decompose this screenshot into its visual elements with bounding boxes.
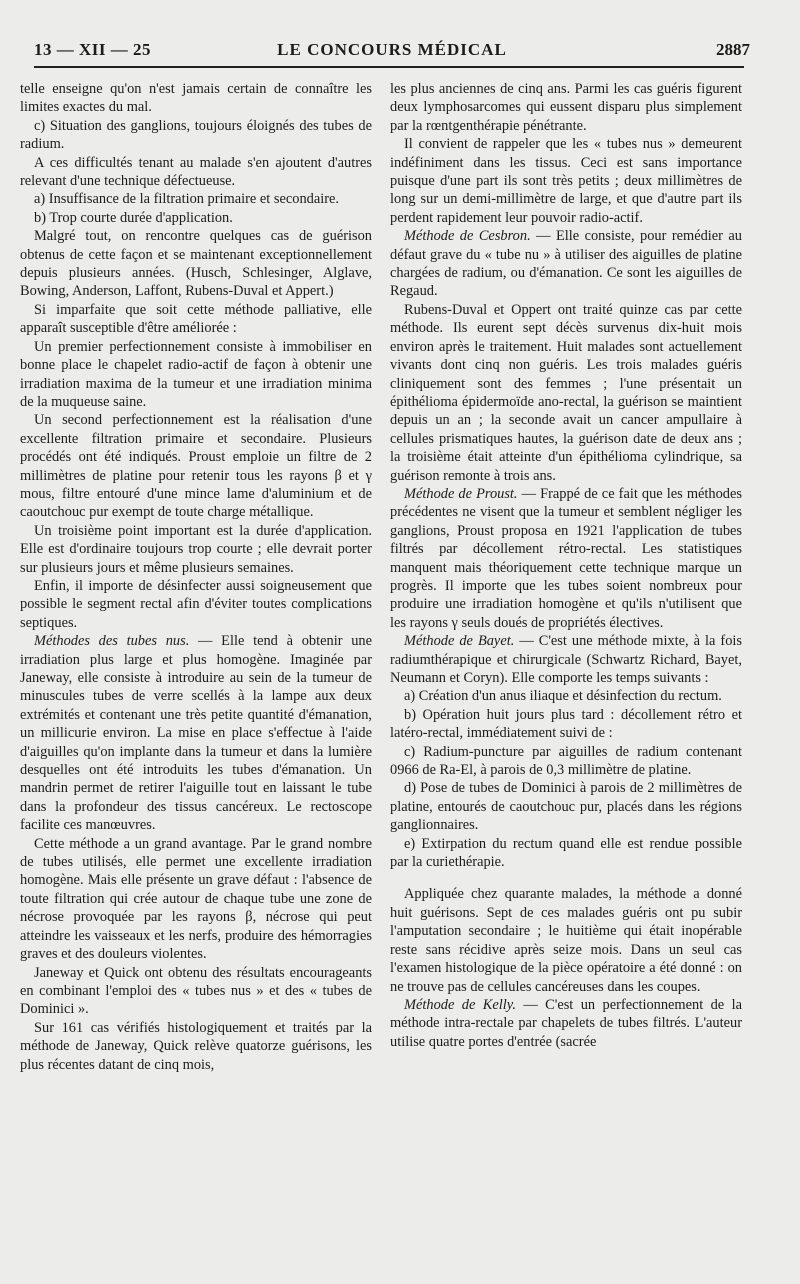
- paragraph: [390, 706, 742, 743]
- paragraph-text: — C'est une méthode mixte, à la fois radiumthérapique et chirurgicale (Schwartz Richard, Bayet, Neumann et Coryn). Elle comporte les temps suivants :: [390, 633, 742, 686]
- paragraph: [390, 80, 742, 135]
- paragraph-text: b) Opération huit jours plus tard : décollement rétro et latéro-rectal, immédiatement suivi de :: [390, 706, 742, 742]
- paragraph-text: c) Radium-puncture par aiguilles de radium contenant 0966 de Ra-El, à parois de 0,3 millimètre de platine.: [390, 743, 742, 779]
- paragraph: [20, 117, 372, 154]
- paragraph-text: a) Création d'un anus iliaque et désinfection du rectum.: [404, 688, 722, 705]
- paragraph: [20, 154, 372, 191]
- paragraph-text: Un premier perfectionnement consiste à immobiliser en bonne place le chapelet radio-actif de façon à obtenir une irradiation maxima de la tumeur et une irradiation minima de la muqueuse saine.: [20, 338, 372, 410]
- paragraph: [20, 80, 372, 117]
- paragraph-text: Il convient de rappeler que les « tubes nus » demeurent indéfiniment dans les tissus. Ceci est sans importance puisque d'une part ils sont très petits ; deux millimètres de long sur un demi-millimètre de large, et que d'autre part ils perdent rapidement leur pouvoir radio-actif.: [390, 136, 742, 226]
- paragraph-text: c) Situation des ganglions, toujours éloignés des tubes de radium.: [20, 117, 372, 153]
- paragraph-text: Janeway et Quick ont obtenu des résultats encourageants en combinant l'emploi des « tubes nus » et des « tubes de Dominici ».: [20, 964, 372, 1018]
- paragraph-text: — Elle tend à obtenir une irradiation plus large et plus homogène. Imaginée par Janeway, elle consiste à introduire au sein de la tumeur de minuscules tubes de verre scellés à la lampe aux deux extrémités et contenant une très petite quantité d'émanation, un millicurie environ. La mise en place s'effectue à l'aide d'aiguilles qu'on implante dans la tumeur et dans la lumière desquelles ont été introduits les tubes d'émanation. Un mandrin permet de retirer l'aiguille tout en laissant le tube dans la profondeur des tissus cancéreux. Le rectoscope facilite ces manœuvres.: [20, 633, 372, 834]
- paragraph-text: — C'est un perfectionnement de la méthode intra-rectale par chapelets de tubes filtrés. L'auteur utilise quatre portes d'entrée (sacrée: [390, 996, 742, 1050]
- header-rule: [34, 66, 744, 68]
- paragraph-text: telle enseigne qu'on n'est jamais certain de connaître les limites exactes du mal.: [20, 81, 372, 116]
- journal-title: LE CONCOURS MÉDICAL: [277, 40, 507, 59]
- paragraph-text: d) Pose de tubes de Dominici à parois de 2 millimètres de platine, entourés de caoutchouc pur, placés dans les régions ganglionnaires.: [390, 780, 742, 834]
- paragraph: [390, 743, 742, 780]
- paragraph: [20, 1019, 372, 1074]
- paragraph-text: Un troisième point important est la durée d'application. Elle est d'ordinaire toujours trop courte ; elle devrait porter sur plusieurs jours et même plusieurs semaines.: [20, 522, 372, 576]
- paragraph-text: Malgré tout, on rencontre quelques cas de guérison obtenus de cette façon et se maintenant exceptionnellement depuis plusieurs années. (Husch, Schlesinger, Alglave, Bowing, Anderson, Laffont, Rubens-Duval et Appert.): [20, 228, 372, 300]
- paragraph-text: Sur 161 cas vérifiés histologiquement et traités par la méthode de Janeway, Quick relève quatorze guérisons, les plus récentes datant de cinq mois,: [20, 1019, 372, 1073]
- paragraph: [20, 227, 372, 301]
- paragraph: [20, 301, 372, 338]
- paragraph: [390, 632, 742, 687]
- paragraph-text: b) Trop courte durée d'application.: [34, 209, 233, 226]
- paragraph: [390, 485, 742, 632]
- issue-date: 13 — XII — 25: [34, 40, 152, 59]
- paragraph: [390, 996, 742, 1051]
- paragraph: [20, 522, 372, 577]
- paragraph-text: Un second perfectionnement est la réalisation d'une excellente filtration primaire et secondaire. Plusieurs procédés ont été indiqués. Proust emploie un filtre de 2 millimètres de platine pour retenir tous les rayons β et γ mous, filtre entouré d'une mince lame d'aluminium et de caoutchouc pur exempt de toute charge métallique.: [20, 412, 372, 521]
- paragraph-text: Enfin, il importe de désinfecter aussi soigneusement que possible le segment rectal afin d'éviter toutes complications septiques.: [20, 577, 372, 631]
- paragraph: [390, 135, 742, 227]
- paragraph: [390, 227, 742, 301]
- right-column: [390, 80, 742, 1051]
- paragraph-text: Si imparfaite que soit cette méthode palliative, elle apparaît susceptible d'être améliorée :: [20, 301, 372, 337]
- page-number: 2887: [716, 40, 750, 59]
- paragraph: [20, 835, 372, 964]
- paragraph: [20, 338, 372, 412]
- paragraph: [390, 301, 742, 485]
- paragraph-lead: Méthode de Proust.: [404, 485, 518, 502]
- paragraph: [20, 964, 372, 1019]
- paragraph-text: A ces difficultés tenant au malade s'en ajoutent d'autres relevant d'une technique défectueuse.: [20, 154, 372, 190]
- paragraph-lead: Méthode de Bayet.: [404, 633, 515, 650]
- paragraph-lead: Méthode de Cesbron.: [404, 228, 531, 245]
- paragraph-lead: Méthodes des tubes nus.: [34, 633, 190, 650]
- paragraph: [390, 885, 742, 995]
- paragraph-lead: Méthode de Kelly.: [404, 996, 516, 1013]
- paragraph: [20, 632, 372, 834]
- paragraph: [390, 835, 742, 872]
- paragraph: [390, 687, 742, 705]
- paragraph-text: les plus anciennes de cinq ans. Parmi les cas guéris figurent deux lymphosarcomes qui eussent disparu plus simplement par la rœntgenthérapie pénétrante.: [390, 81, 742, 134]
- paragraph-text: a) Insuffisance de la filtration primaire et secondaire.: [34, 191, 339, 208]
- running-header: [34, 40, 750, 64]
- paragraph: [20, 190, 372, 208]
- paragraph-text: e) Extirpation du rectum quand elle est rendue possible par la curiethérapie.: [390, 835, 742, 871]
- paragraph-text: — Elle consiste, pour remédier au défaut grave du « tube nu » à utiliser des aiguilles de platine chargées de radium, ou d'émanation. Ce sont les aiguilles de Regaud.: [390, 228, 742, 300]
- paragraph-text: Rubens-Duval et Oppert ont traité quinze cas par cette méthode. Ils eurent sept décès survenus dix-huit mois environ après le traitement. Huit malades sont actuellement vivants dont cinq non guéris. Les trois malades guéris cliniquement sont des femmes ; l'une présentait un épithélioma épidermoïde ano-rectal, la guérison se maintient depuis un an ; la seconde avait un cancer ampullaire à cellules prismatiques hautes, la guérison date de deux ans ; la troisième était atteinte d'un épithélioma cylindrique, sa guérison remonte à trois ans.: [390, 301, 742, 484]
- paragraph: [390, 779, 742, 834]
- paragraph: [20, 209, 372, 227]
- paragraph-text: Cette méthode a un grand avantage. Par le grand nombre de tubes utilisés, elle permet une excellente irradiation homogène. Mais elle présente un grave défaut : l'absence de toute filtration qui crée autour de chaque tube une zone de nécrose provoquée par les rayons β, nécrose qui peut atteindre les vaisseaux et les nerfs, produire des hémorragies graves et des douleurs violentes.: [20, 835, 372, 963]
- left-column: [20, 80, 372, 1074]
- paragraph-text: — Frappé de ce fait que les méthodes précédentes ne visent que la tumeur et semblent négliger les ganglions, Proust proposa en 1921 l'application de tubes filtrés par décollement rétro-rectal. Les statistiques manquent mais théoriquement cette technique marque un progrès. Il importe que les tubes soient nombreux pour produire une irradiation homogène et qu'ils n'utilisent que les rayons γ seuls doués de propriétés électives.: [390, 485, 742, 631]
- paragraph: [20, 411, 372, 521]
- paragraph-text: Appliquée chez quarante malades, la méthode a donné huit guérisons. Sept de ces malades guéris ont pu subir l'amputation secondaire ; le huitième qui était inopérable reste sans récidive après seize mois. Dans un seul cas l'examen histologique de la pièce opératoire a été donné : on ne trouve pas de cellules cancéreuses dans les coupes.: [390, 886, 742, 995]
- paragraph: [20, 577, 372, 632]
